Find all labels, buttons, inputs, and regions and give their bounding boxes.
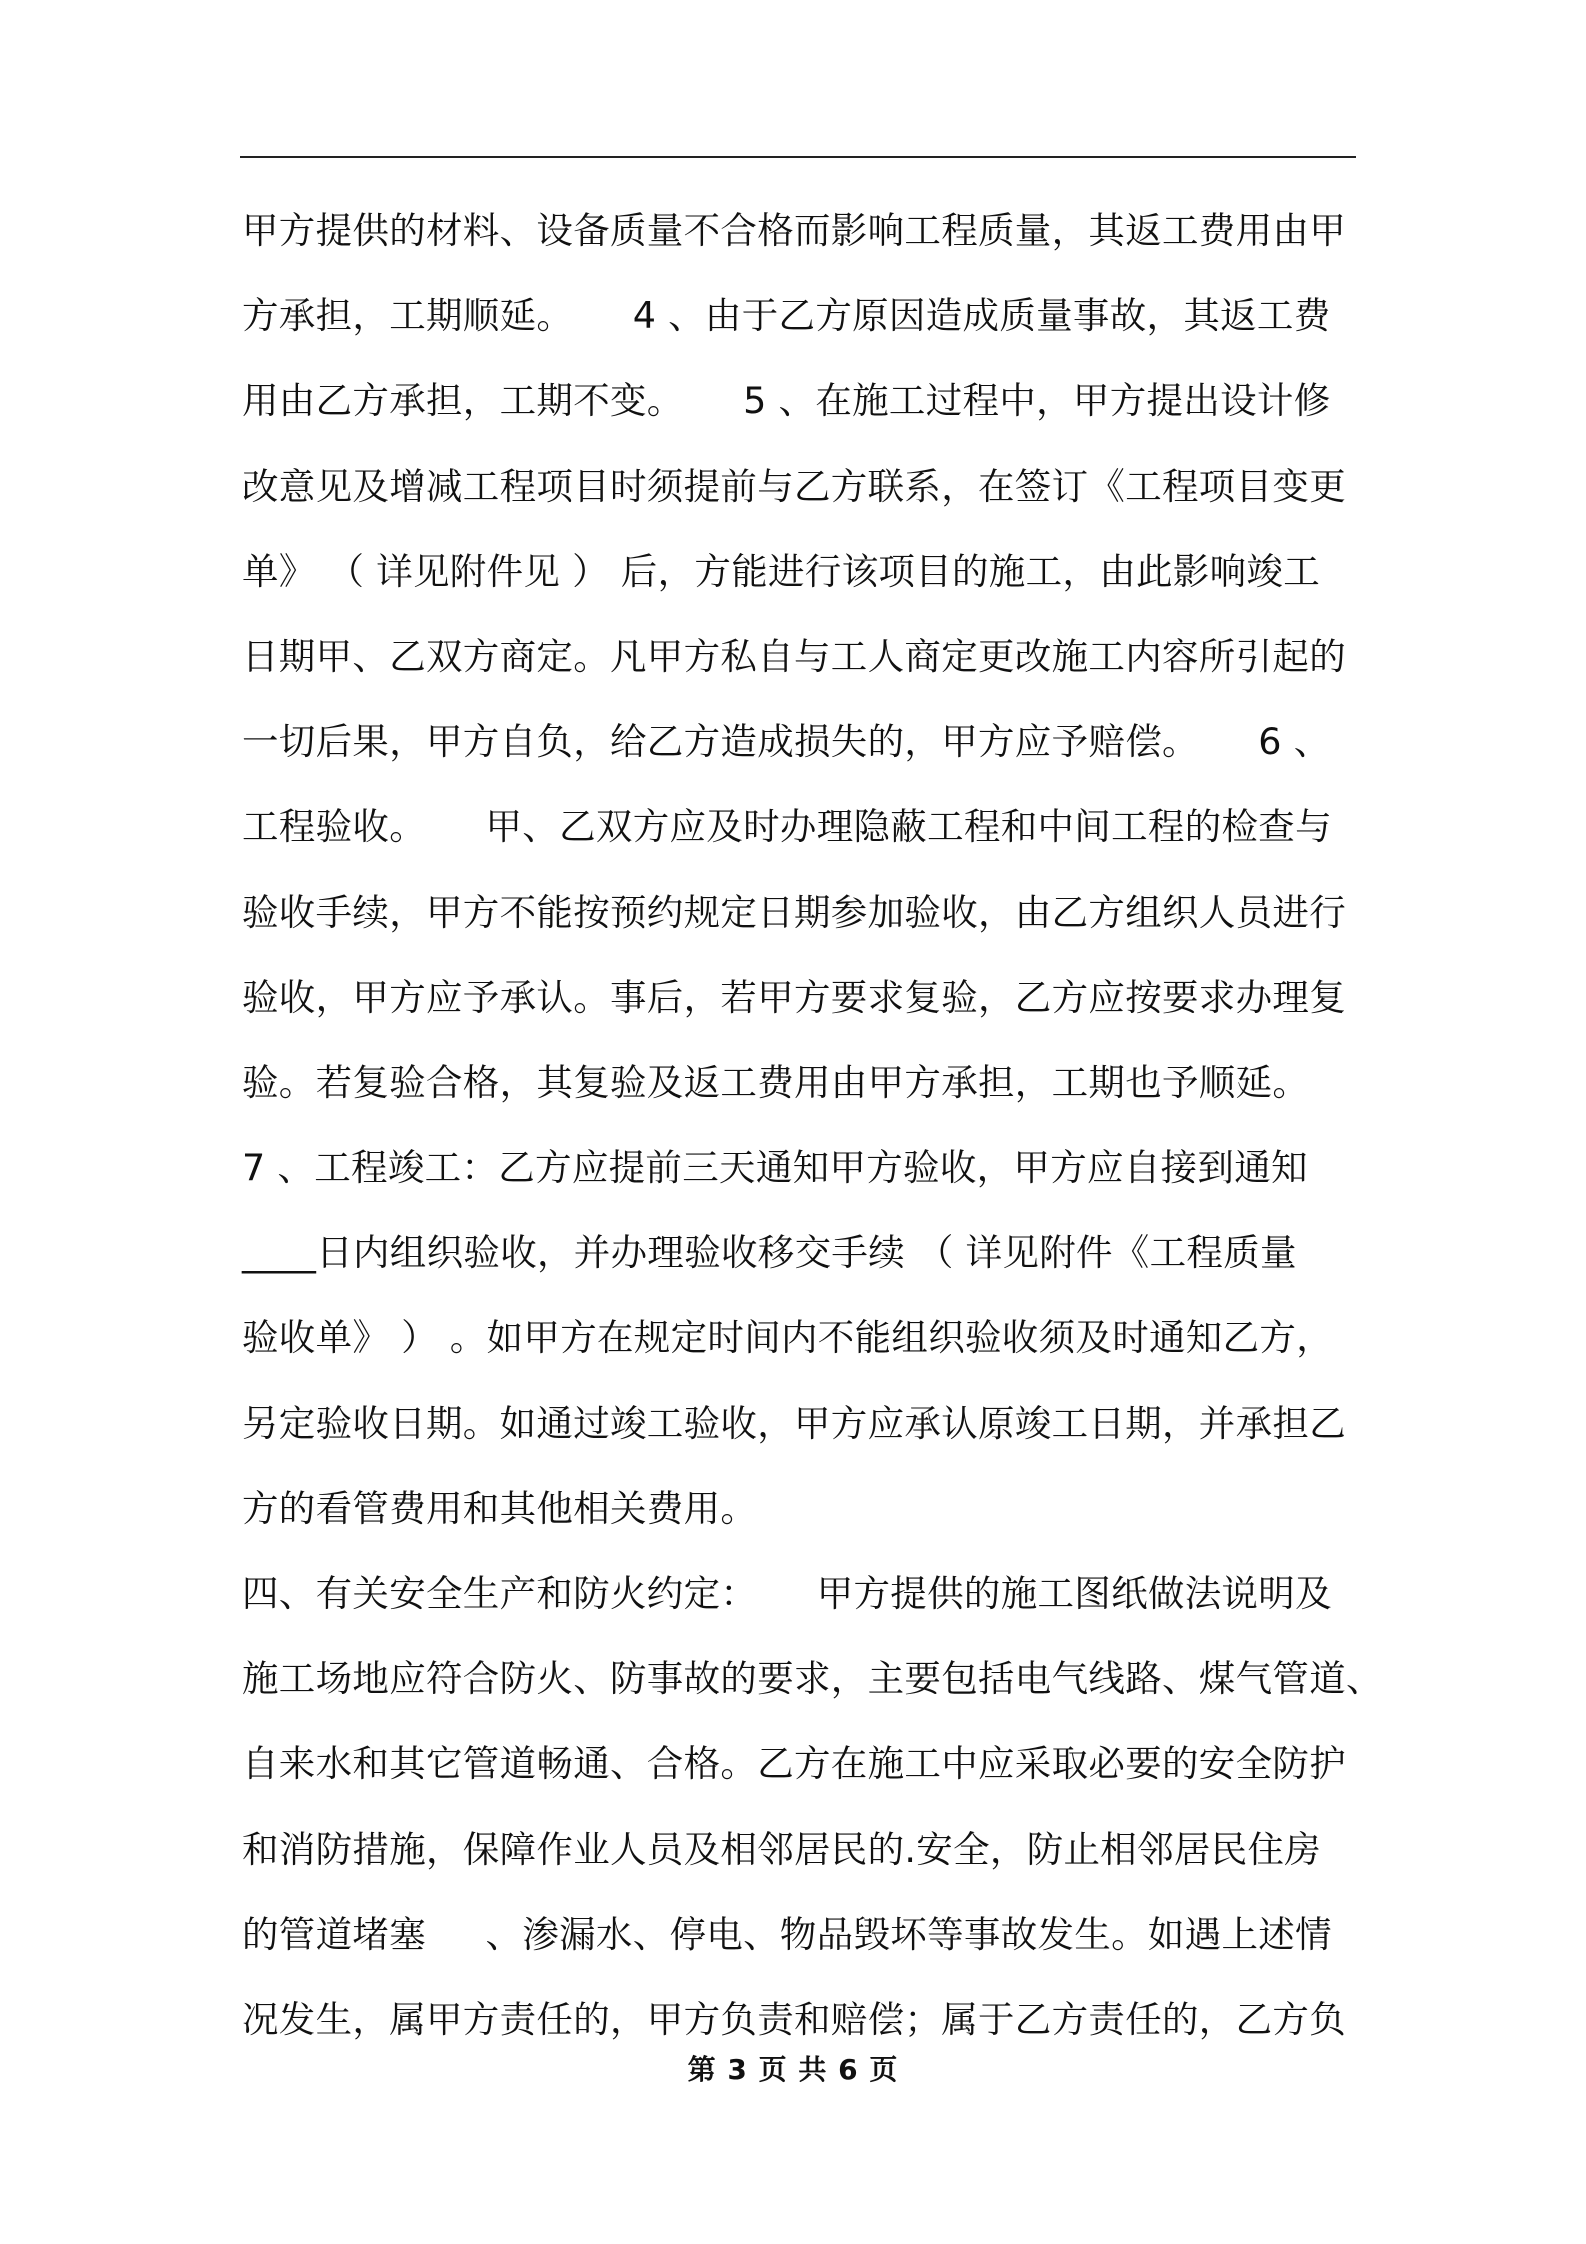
text-line: 7 、工程竣工：乙方应提前三天通知甲方验收，甲方应自接到通知 bbox=[242, 1146, 1308, 1190]
text-line: 自来水和其它管道畅通、合格。乙方在施工中应采取必要的安全防护 bbox=[242, 1742, 1346, 1786]
text-line: 一切后果，甲方自负，给乙方造成损失的，甲方应予赔偿。 6 、 bbox=[242, 720, 1331, 764]
text-line: 改意见及增减工程项目时须提前与乙方联系，在签订《工程项目变更 bbox=[242, 464, 1346, 508]
text-line: 验收手续，甲方不能按预约规定日期参加验收，由乙方组织人员进行 bbox=[242, 890, 1346, 934]
text-line: 另定验收日期。如通过竣工验收，甲方应承认原竣工日期，并承担乙 bbox=[242, 1401, 1346, 1445]
text-line: 工程验收。 甲、乙双方应及时办理隐蔽工程和中间工程的检查与 bbox=[242, 805, 1332, 849]
text-line: 的管道堵塞 、渗漏水、停电、物品毁坏等事故发生。如遇上述情 bbox=[242, 1912, 1332, 1956]
text-line: 方的看管费用和其他相关费用。 bbox=[242, 1486, 758, 1530]
text-line: 施工场地应符合防火、防事故的要求，主要包括电气线路、煤气管道、 bbox=[242, 1657, 1383, 1701]
text-line: 四、有关安全生产和防火约定： 甲方提供的施工图纸做法说明及 bbox=[242, 1572, 1332, 1615]
text-line: 用由乙方承担，工期不变。 5 、在施工过程中，甲方提出设计修 bbox=[242, 379, 1331, 423]
header-rule bbox=[240, 156, 1356, 158]
text-line: 甲方提供的材料、设备质量不合格而影响工程质量，其返工费用由甲 bbox=[242, 209, 1346, 252]
body-text bbox=[242, 198, 1383, 2072]
text-line: 日期甲、乙双方商定。凡甲方私自与工人商定更改施工内容所引起的 bbox=[242, 634, 1346, 678]
text-line: 单》 （ 详见附件见 ） 后，方能进行该项目的施工，由此影响竣工 bbox=[242, 549, 1321, 593]
text-line: 验。若复验合格，其复验及返工费用由甲方承担，工期也予顺延。 bbox=[242, 1060, 1310, 1104]
text-line: 况发生，属甲方责任的，甲方负责和赔偿；属于乙方责任的，乙方负 bbox=[242, 1997, 1346, 2041]
text-line: 和消防措施，保障作业人员及相邻居民的.安全，防止相邻居民住房 bbox=[242, 1827, 1322, 1871]
page-number-footer: 第 3 页 共 6 页 bbox=[687, 2053, 899, 2086]
text-line: ____日内组织验收，并办理验收移交手续 （ 详见附件《工程质量 bbox=[242, 1231, 1297, 1275]
text-line: 验收单》 ） 。如甲方在规定时间内不能组织验收须及时通知乙方， bbox=[242, 1316, 1334, 1360]
text-line: 方承担，工期顺延。 4 、由于乙方原因造成质量事故，其返工费 bbox=[242, 294, 1331, 338]
text-line: 验收，甲方应予承认。事后，若甲方要求复验，乙方应按要求办理复 bbox=[242, 975, 1346, 1019]
